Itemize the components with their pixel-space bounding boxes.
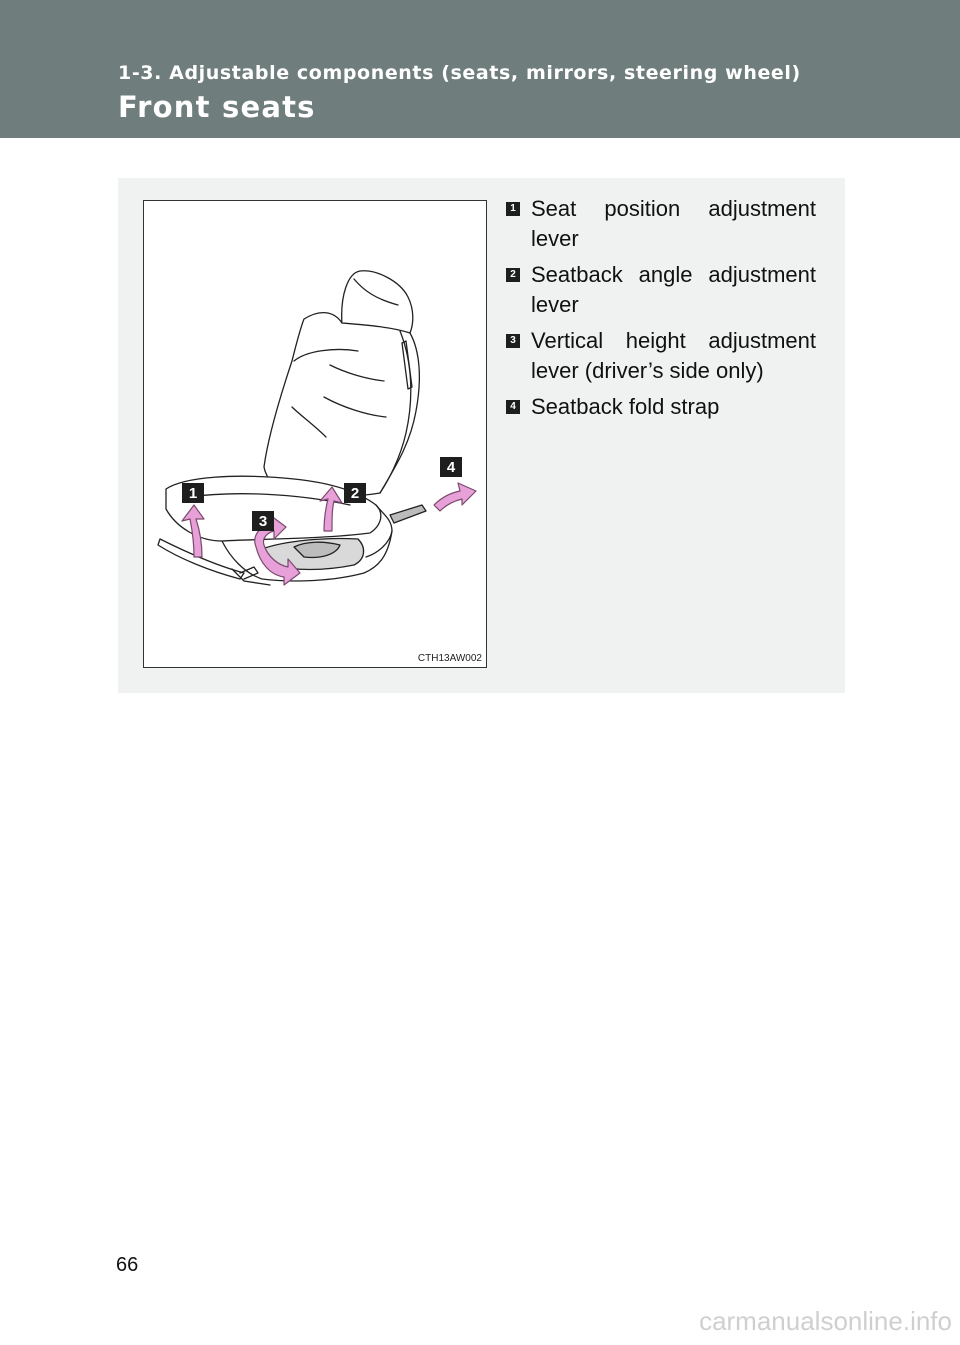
legend-item	[506, 194, 816, 254]
legend-item	[506, 392, 816, 422]
callout-3: 3	[258, 513, 268, 530]
legend-number-badge: 3	[506, 334, 520, 348]
page-number: 66	[116, 1254, 139, 1276]
legend-text: Seat position adjustment lever	[531, 196, 816, 251]
legend-number-badge: 1	[506, 202, 520, 216]
legend-text: Seatback fold strap	[531, 394, 720, 419]
legend-list	[506, 194, 816, 428]
legend-text: Vertical height adjustment lever (driver’s side only)	[531, 328, 816, 383]
page-header	[0, 0, 960, 138]
legend-item	[506, 260, 816, 320]
legend-number-badge: 4	[506, 400, 520, 414]
seat-drawing	[144, 201, 486, 667]
figure-code: CTH13AW002	[417, 653, 482, 664]
footer-watermark: carmanualsonline.info	[699, 1306, 952, 1336]
section-label: 1-3. Adjustable components (seats, mirrors, steering wheel)	[118, 62, 801, 84]
legend-number-badge: 2	[506, 268, 520, 282]
callout-2: 2	[350, 485, 360, 502]
legend-text: Seatback angle adjustment lever	[531, 262, 816, 317]
legend-item	[506, 326, 816, 386]
callout-1: 1	[188, 485, 198, 502]
seat-illustration	[143, 200, 487, 668]
page-title: Front seats	[118, 90, 316, 124]
callout-4: 4	[446, 459, 456, 476]
